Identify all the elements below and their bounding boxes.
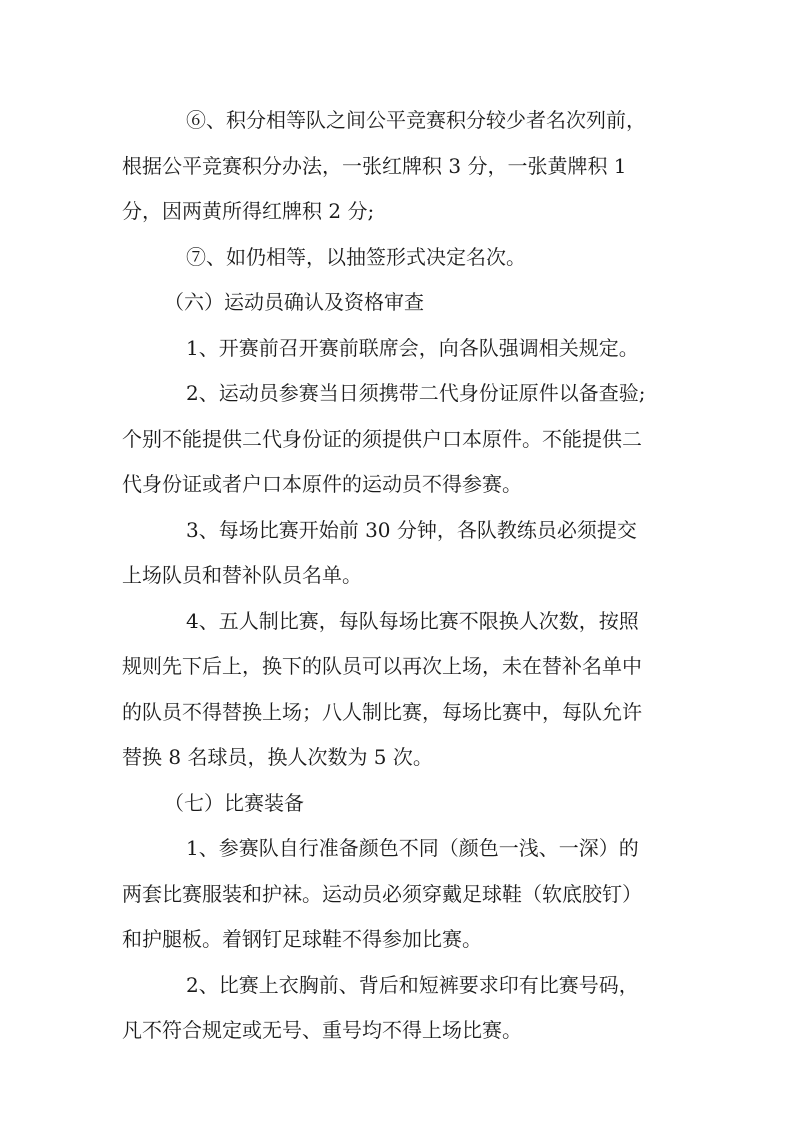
text-line: 2、运动员参赛当日须携带二代身份证原件以备查验; [186, 381, 646, 405]
section-heading-equipment [122, 781, 682, 827]
text-line: 上场队员和替补队员名单。 [122, 563, 362, 587]
body-text [122, 98, 682, 1054]
text-line: 的队员不得替换上场；八人制比赛，每场比赛中，每队允许 [122, 699, 642, 724]
section-heading: （六）运动员确认及资格审查 [164, 290, 424, 314]
text-line: 两套比赛服装和护袜。运动员必须穿戴足球鞋（软底胶钉） [122, 881, 642, 906]
text-line: 规则先下后上，换下的队员可以再次上场，未在替补名单中 [122, 654, 642, 678]
text-line: 凡不符合规定或无号、重号均不得上场比赛。 [122, 1018, 522, 1042]
text-line: 2、比赛上衣胸前、背后和短裤要求印有比赛号码， [186, 972, 639, 997]
paragraph-tiebreak-draw [122, 235, 682, 281]
text-line: 替换 8 名球员，换人次数为 5 次。 [122, 745, 433, 769]
text-line: 个别不能提供二代身份证的须提供户口本原件。不能提供二 [122, 426, 642, 451]
paragraph-tiebreak-fair-play [122, 98, 682, 235]
text-line: 代身份证或者户口本原件的运动员不得参赛。 [122, 472, 522, 496]
paragraph-jersey-numbers [122, 963, 682, 1054]
section-heading-athlete-eligibility [122, 280, 682, 326]
text-line: 1、开赛前召开赛前联席会，向各队强调相关规定。 [186, 335, 639, 360]
text-line: 分，因两黄所得红牌积 2 分; [122, 199, 375, 223]
text-line: ⑦、如仍相等，以抽签形式决定名次。 [186, 244, 526, 269]
section-heading: （七）比赛装备 [164, 790, 304, 815]
text-line: 1、参赛队自行准备颜色不同（颜色一浅、一深）的 [186, 836, 639, 860]
text-line: 根据公平竞赛积分办法，一张红牌积 3 分，一张黄牌积 1 [122, 153, 627, 178]
text-line: 和护腿板。着钢钉足球鞋不得参加比赛。 [122, 927, 482, 951]
paragraph-pre-match-meeting [122, 326, 682, 372]
paragraph-roster-submission [122, 508, 682, 599]
text-line: 4、五人制比赛，每队每场比赛不限换人次数，按照 [186, 608, 639, 633]
text-line: ⑥、积分相等队之间公平竞赛积分较少者名次列前， [186, 108, 646, 132]
text-line: 3、每场比赛开始前 30 分钟，各队教练员必须提交 [186, 517, 637, 542]
paragraph-uniform-requirements [122, 826, 682, 963]
paragraph-id-verification [122, 371, 682, 508]
paragraph-substitution-rules [122, 599, 682, 781]
